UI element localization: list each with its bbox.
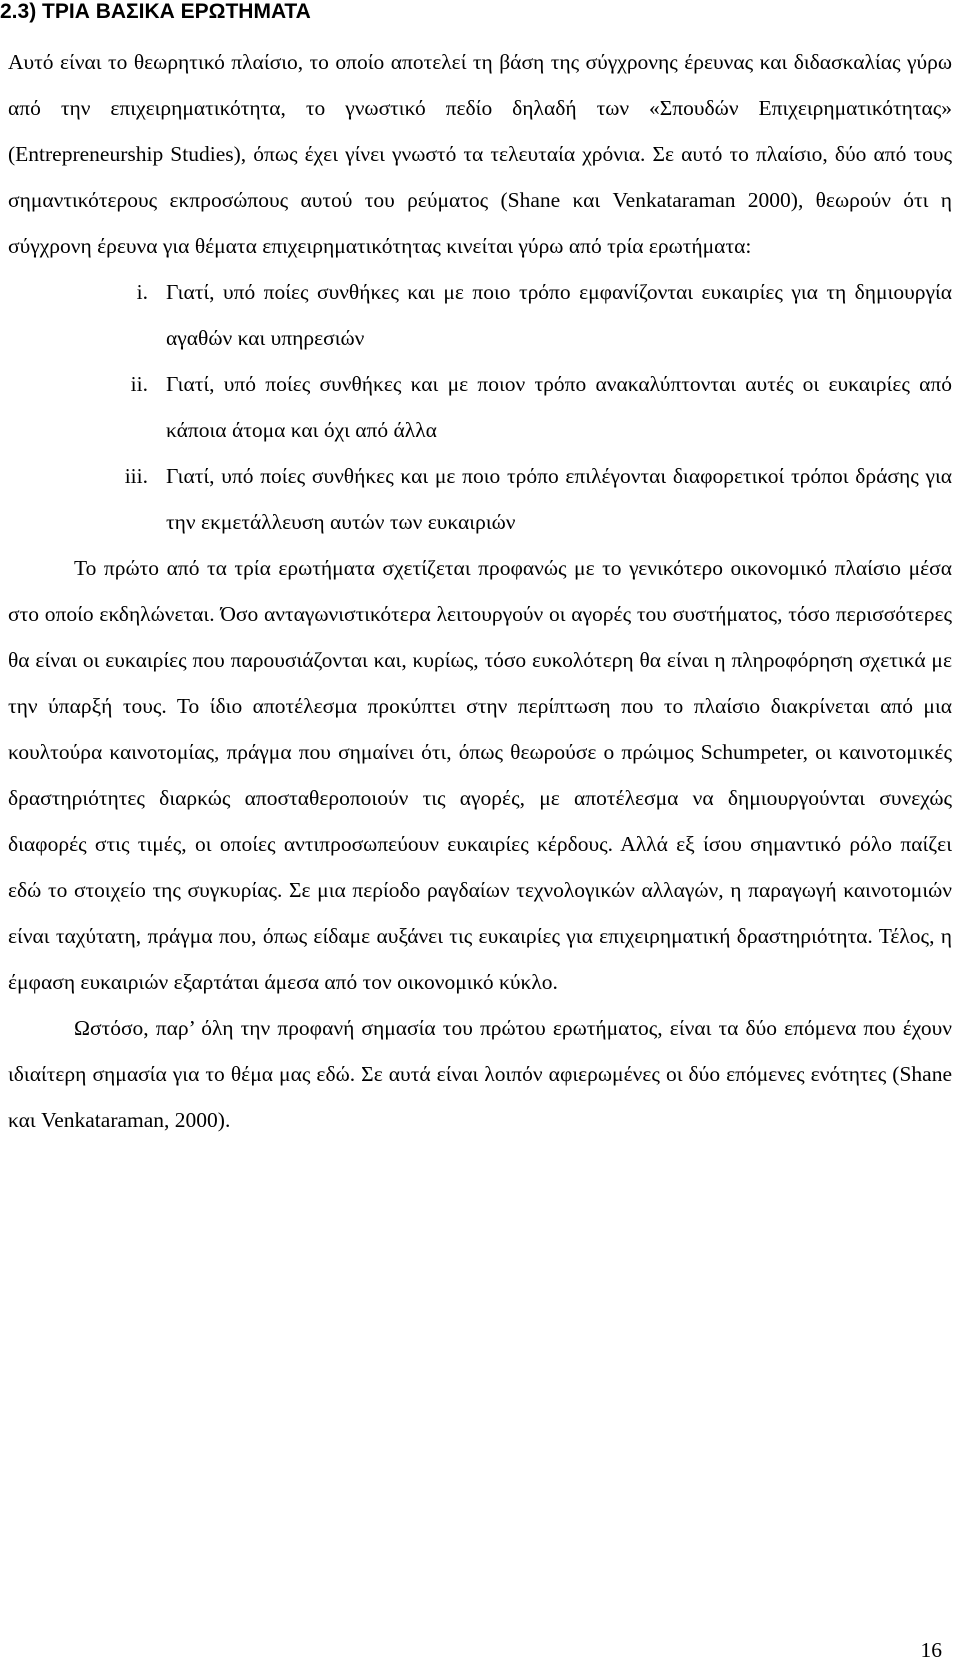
list-item-number: iii.	[124, 464, 148, 488]
paragraph-intro: Αυτό είναι το θεωρητικό πλαίσιο, το οποίο αποτελεί τη βάση της σύγχρονης έρευνας και διδασκαλίας γύρω από την επιχειρηματικότητα, το γνωστικό πεδίο δηλαδή των «Σπουδών Επιχειρηματικότητας» (Entrepreneurship Studies), όπως έχει γίνει γνωστό τα τελευταία χρόνια. Σε αυτό το πλαίσιο, δύο από τους σημαντικότερους εκπροσώπους αυτού του ρεύματος (Shane και Venkataraman 2000), θεωρούν ότι η σύγχρονη έρευνα για θέματα επιχειρηματικότητας κινείται γύρω από τρία ερωτήματα:	[8, 50, 952, 258]
list-item-number: i.	[136, 280, 148, 304]
section-heading: 2.3) ΤΡΙΑ ΒΑΣΙΚΑ ΕΡΩΤΗΜΑΤΑ	[0, 0, 311, 23]
list-item-text: Γιατί, υπό ποίες συνθήκες και με ποιον τρόπο ανακαλύπτονται αυτές οι ευκαιρίες από κάποια άτομα και όχι από άλλα	[166, 372, 952, 442]
document-body	[8, 39, 952, 1143]
paragraph-conclusion: Ωστόσο, παρ’ όλη την προφανή σημασία του πρώτου ερωτήματος, είναι τα δύο επόμενα που έχουν ιδιαίτερη σημασία για το θέμα μας εδώ. Σε αυτά είναι λοιπόν αφιερωμένες οι δύο επόμενες ενότητες (Shane και Venkataraman, 2000).	[8, 1016, 952, 1132]
list-item-text: Γιατί, υπό ποίες συνθήκες και με ποιο τρόπο εμφανίζονται ευκαιρίες για τη δημιουργία αγαθών και υπηρεσιών	[166, 280, 952, 350]
list-item	[8, 361, 952, 453]
list-item-text: Γιατί, υπό ποίες συνθήκες και με ποιο τρόπο επιλέγονται διαφορετικοί τρόποι δράσης για την εκμετάλλευση αυτών των ευκαιριών	[166, 464, 952, 534]
page-number: 16	[920, 1638, 942, 1662]
paragraph-first-question: Το πρώτο από τα τρία ερωτήματα σχετίζεται προφανώς με το γενικότερο οικονομικό πλαίσιο μέσα στο οποίο εκδηλώνεται. Όσο ανταγωνιστικότερα λειτουργούν οι αγορές του συστήματος, τόσο περισσότερες θα είναι οι ευκαιρίες που παρουσιάζονται και, κυρίως, τόσο ευκολότερη θα είναι η πληροφόρηση σχετικά με την ύπαρξή τους. Το ίδιο αποτέλεσμα προκύπτει στην περίπτωση που το πλαίσιο διακρίνεται από μια κουλτούρα καινοτομίας, πράγμα που σημαίνει ότι, όπως θεωρούσε ο πρώιμος Schumpeter, οι καινοτομικές δραστηριότητες διαρκώς αποσταθεροποιούν τις αγορές, με αποτέλεσμα να δημιουργούνται συνεχώς διαφορές στις τιμές, οι οποίες αντιπροσωπεύουν ευκαιρίες κέρδους. Αλλά εξ ίσου σημαντικό ρόλο παίζει εδώ το στοιχείο της συγκυρίας. Σε μια περίοδο ραγδαίων τεχνολογικών αλλαγών, η παραγωγή καινοτομιών είναι ταχύτατη, πράγμα που, όπως είδαμε αυξάνει τις ευκαιρίες για επιχειρηματική δραστηριότητα. Τέλος, η έμφαση ευκαιριών εξαρτάται άμεσα από τον οικονομικό κύκλο.	[8, 556, 952, 994]
list-item-number: ii.	[130, 372, 148, 396]
list-item	[8, 453, 952, 545]
questions-list	[8, 269, 952, 545]
list-item	[8, 269, 952, 361]
